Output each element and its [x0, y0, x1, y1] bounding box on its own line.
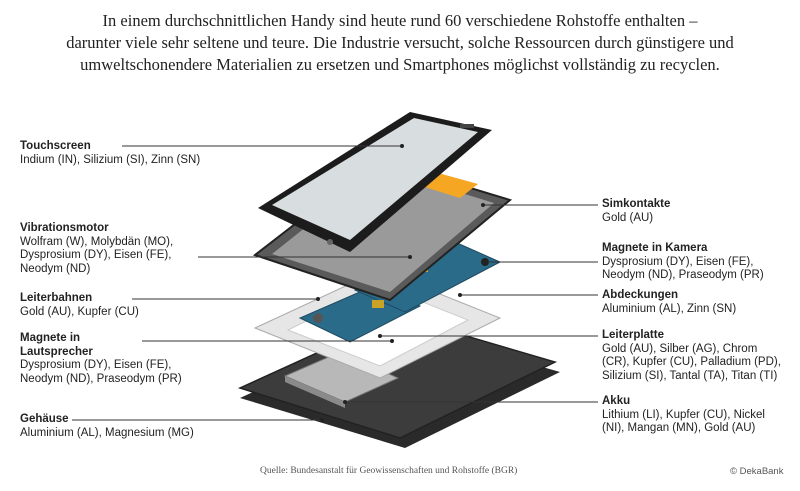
- copyright-note: © DekaBank: [730, 466, 784, 477]
- label-simkontakte: [602, 198, 670, 225]
- label-abdeckungen: [602, 289, 736, 316]
- label-line: Neodym (ND), Praseodym (PR): [602, 269, 764, 281]
- label-line: Silizium (SI), Tantal (TA), Titan (TI): [602, 369, 778, 382]
- label-akku: [602, 395, 765, 436]
- label-touchscreen: [20, 140, 200, 167]
- intro-line: In einem durchschnittlichen Handy sind heute rund 60 verschiedene Rohstoffe enthalten –: [102, 11, 698, 30]
- label-line: Neodym (ND), Praseodym (PR): [20, 372, 182, 385]
- intro-line: umweltschonendere Materialien zu ersetzen und Smartphones möglichst vollständig zu recyclen.: [80, 55, 720, 74]
- label-line: Aluminium (AL), Magnesium (MG): [20, 426, 194, 439]
- label-title: Magnete in: [20, 332, 81, 344]
- label-desc: [602, 409, 765, 436]
- label-title: Magnete in Kamera: [602, 242, 708, 254]
- label-desc: [20, 427, 194, 441]
- label-line: Dysprosium (DY), Eisen (FE),: [602, 255, 754, 268]
- label-leiterplatte: [602, 329, 781, 383]
- label-line: (NI), Mangan (MN), Gold (AU): [602, 422, 756, 434]
- label-desc: [20, 154, 200, 168]
- label-magnete-lautsprecher: [20, 332, 182, 386]
- label-magnete-kamera: [602, 242, 764, 283]
- label-desc: [602, 212, 670, 226]
- label-desc: [20, 306, 139, 320]
- label-title: Vibrationsmotor: [20, 222, 109, 234]
- label-line: Wolfram (W), Molybdän (MO),: [20, 235, 174, 248]
- label-vibrationsmotor: [20, 222, 173, 276]
- label-line: Dysprosium (DY), Eisen (FE),: [20, 249, 172, 261]
- label-title: Touchscreen: [20, 140, 91, 152]
- label-line: Indium (IN), Silizium (SI), Zinn (SN): [20, 153, 201, 166]
- label-line: Lithium (LI), Kupfer (CU), Nickel: [602, 408, 765, 421]
- label-title: Leiterbahnen: [20, 292, 93, 304]
- label-line: Dysprosium (DY), Eisen (FE),: [20, 359, 172, 371]
- label-desc: [602, 256, 764, 283]
- label-title: Simkontakte: [602, 198, 671, 210]
- label-line: Neodym (ND): [20, 262, 91, 275]
- label-line: Aluminium (AL), Zinn (SN): [602, 302, 737, 315]
- label-desc: [602, 343, 781, 384]
- label-line: Gold (AU), Silber (AG), Chrom: [602, 342, 758, 355]
- label-gehaeuse: [20, 413, 194, 440]
- label-line: Gold (AU), Kupfer (CU): [20, 305, 139, 318]
- label-desc: [602, 303, 736, 317]
- label-title: Akku: [602, 395, 631, 407]
- label-desc: [20, 359, 182, 386]
- label-title: Lautsprecher: [20, 345, 93, 358]
- label-line: (CR), Kupfer (CU), Palladium (PD),: [602, 356, 781, 368]
- label-title: Leiterplatte: [602, 329, 664, 341]
- label-desc: [20, 236, 173, 277]
- intro-line: darunter viele sehr seltene und teure. Die Industrie versucht, solche Ressourcen durch günstigere und: [66, 33, 734, 52]
- label-title: Gehäuse: [20, 413, 69, 425]
- label-leiterbahnen: [20, 292, 139, 319]
- source-note: Quelle: Bundesanstalt für Geowissenschaften und Rohstoffe (BGR): [260, 466, 518, 476]
- label-line: Gold (AU): [602, 211, 654, 224]
- label-title: Abdeckungen: [602, 289, 679, 301]
